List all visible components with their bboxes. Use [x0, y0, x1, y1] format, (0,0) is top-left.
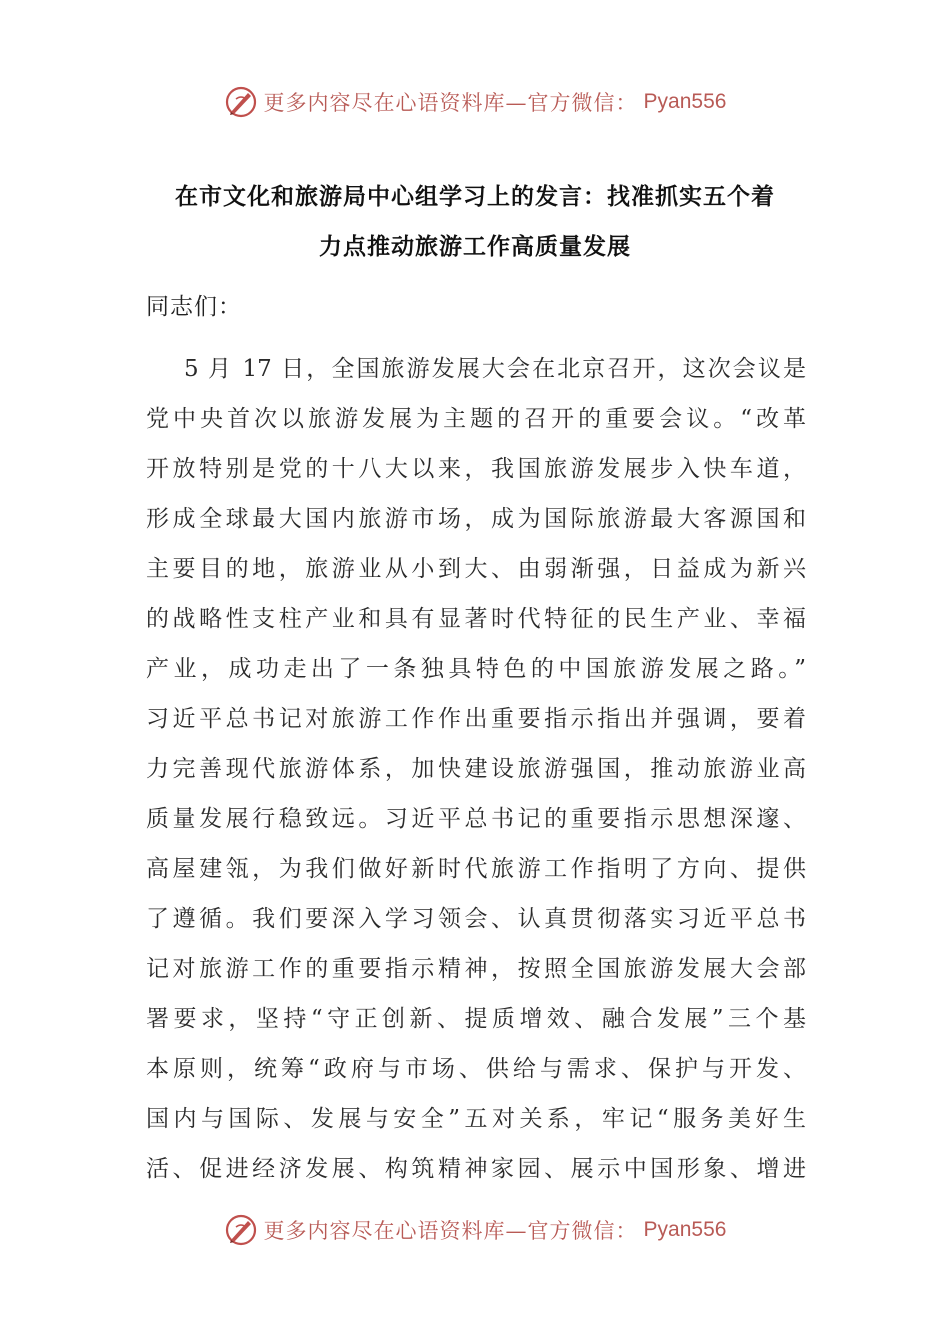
document-title-line-2: 力点推动旅游工作高质量发展 — [319, 234, 631, 260]
body-line: 质量发展行稳致远。习近平总书记的重要指示思想深邃、 — [146, 806, 806, 832]
body-line: 国内与国际、发展与安全”五对关系，牢记“服务美好生 — [146, 1106, 806, 1132]
body-line: 本原则，统筹“政府与市场、供给与需求、保护与开发、 — [146, 1056, 806, 1082]
body-line: 力完善现代旅游体系，加快建设旅游强国，推动旅游业高 — [146, 756, 806, 782]
document-title-line-1: 在市文化和旅游局中心组学习上的发言：找准抓实五个着 — [175, 184, 775, 210]
body-line: 党中央首次以旅游发展为主题的召开的重要会议。“改革 — [146, 406, 806, 432]
footer-banner — [0, 1210, 950, 1250]
salutation: 同志们： — [146, 294, 242, 320]
body-line: 的战略性支柱产业和具有显著时代特征的民生产业、幸福 — [146, 606, 806, 632]
body-line: 产业，成功走出了一条独具特色的中国旅游发展之路。” — [146, 656, 806, 682]
banner-wechat-id: Pyan556 — [643, 1218, 727, 1241]
body-line: 5 月 17 日，全国旅游发展大会在北京召开，这次会议是 — [184, 356, 806, 382]
banner-text: 更多内容尽在心语资料库—官方微信： — [263, 1219, 638, 1243]
header-banner — [0, 82, 950, 122]
body-line: 活、促进经济发展、构筑精神家园、展示中国形象、增进 — [146, 1156, 806, 1182]
body-line: 开放特别是党的十八大以来，我国旅游发展步入快车道， — [146, 456, 806, 482]
body-line: 了遵循。我们要深入学习领会、认真贯彻落实习近平总书 — [146, 906, 806, 932]
pen-logo-icon — [224, 1213, 258, 1247]
banner-wechat-id: Pyan556 — [643, 90, 727, 113]
body-line: 主要目的地，旅游业从小到大、由弱渐强，日益成为新兴 — [146, 556, 806, 582]
body-line: 形成全球最大国内旅游市场，成为国际旅游最大客源国和 — [146, 506, 806, 532]
pen-logo-icon — [224, 85, 258, 119]
body-line: 署要求，坚持“守正创新、提质增效、融合发展”三个基 — [146, 1006, 806, 1032]
body-line: 高屋建瓴，为我们做好新时代旅游工作指明了方向、提供 — [146, 856, 806, 882]
body-line: 记对旅游工作的重要指示精神，按照全国旅游发展大会部 — [146, 956, 806, 982]
banner-text: 更多内容尽在心语资料库—官方微信： — [263, 91, 638, 115]
body-line: 习近平总书记对旅游工作作出重要指示指出并强调，要着 — [146, 706, 806, 732]
